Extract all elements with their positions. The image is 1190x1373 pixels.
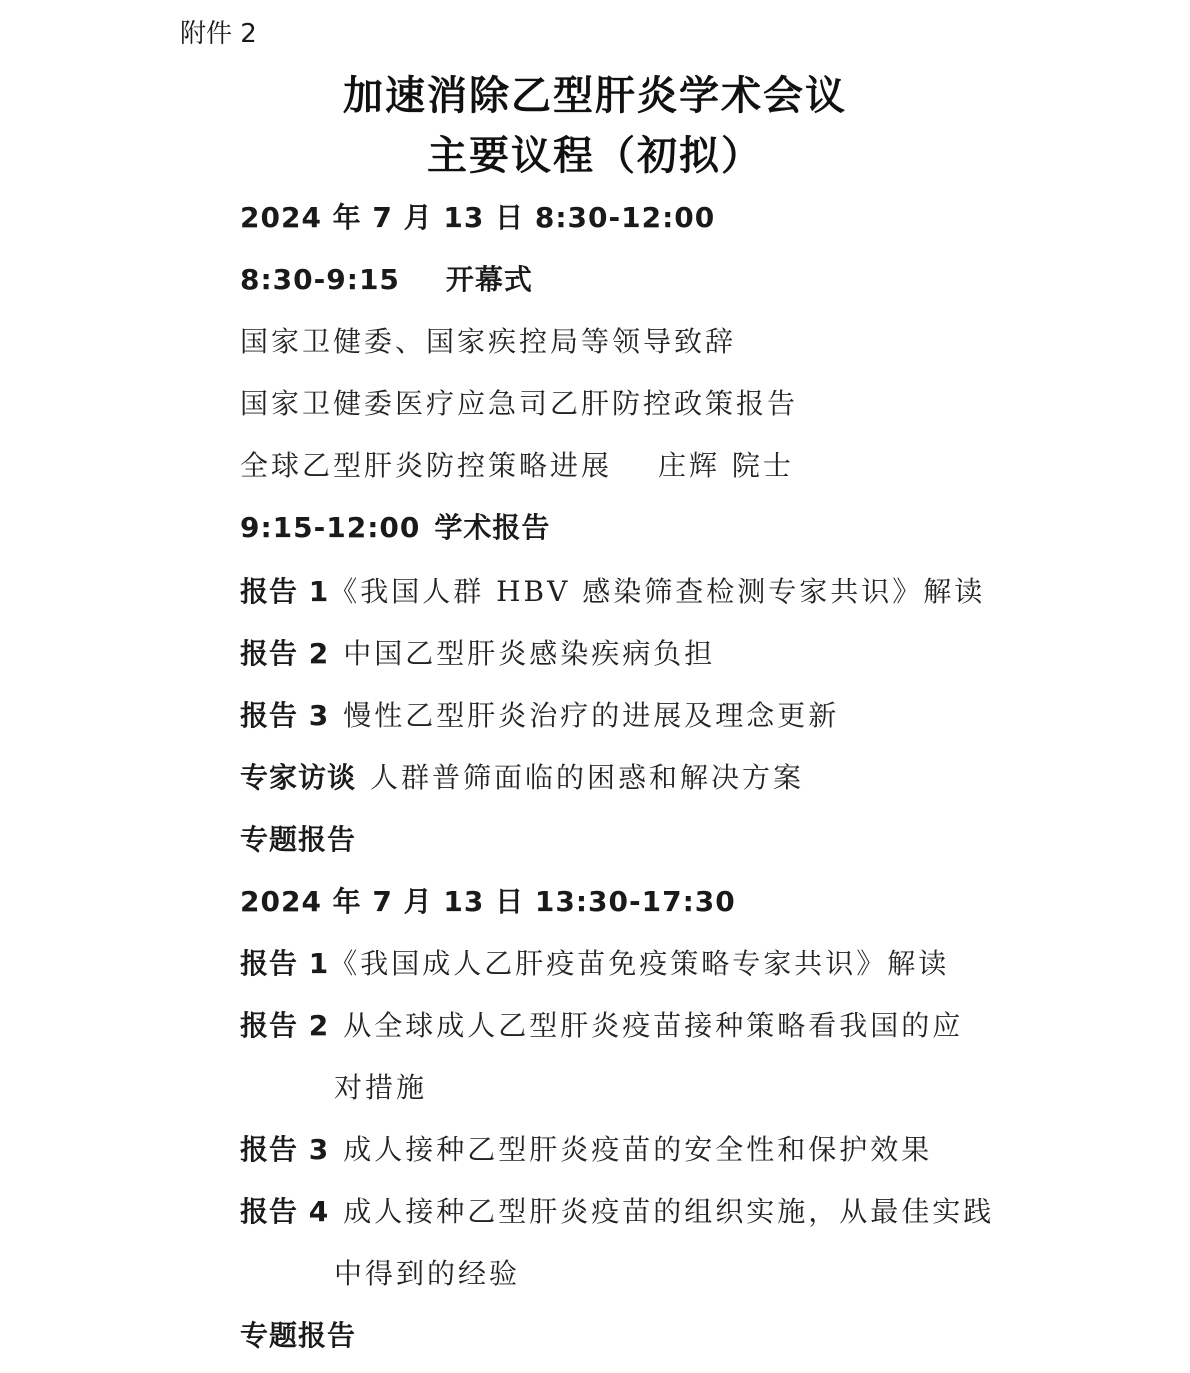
agenda-item bbox=[240, 942, 949, 986]
report-text: 《我国成人乙肝疫苗免疫策略专家共识》解读 bbox=[329, 947, 950, 980]
report-continuation: 对措施 bbox=[334, 1071, 428, 1104]
agenda-item bbox=[240, 1128, 932, 1172]
interview-label: 专家访谈 bbox=[240, 761, 357, 794]
keynote-title: 全球乙型肝炎防控策略进展 bbox=[240, 449, 613, 482]
report-label: 报告 3 bbox=[240, 1133, 330, 1166]
report-text: 成人接种乙型肝炎疫苗的安全性和保护效果 bbox=[343, 1133, 933, 1166]
agenda-item bbox=[240, 570, 985, 614]
opening-time: 8:30-9:15 bbox=[240, 263, 400, 296]
interview-text: 人群普筛面临的困惑和解决方案 bbox=[370, 761, 805, 794]
opening-name: 开幕式 bbox=[445, 263, 533, 296]
report-text: 《我国人群 HBV 感染筛查检测专家共识》解读 bbox=[329, 575, 986, 608]
report-label: 报告 2 bbox=[240, 637, 330, 670]
report-text: 成人接种乙型肝炎疫苗的组织实施，从最佳实践 bbox=[343, 1195, 995, 1228]
report-label: 报告 1 bbox=[240, 947, 330, 980]
agenda-item bbox=[240, 1190, 994, 1234]
report-text: 从全球成人乙型肝炎疫苗接种策略看我国的应 bbox=[343, 1009, 964, 1042]
document-title: 加速消除乙型肝炎学术会议 bbox=[343, 73, 847, 119]
opening-item: 国家卫健委、国家疾控局等领导致辞 bbox=[240, 325, 737, 358]
report-label: 报告 3 bbox=[240, 699, 330, 732]
afternoon-date: 2024 年 7 月 13 日 13:30-17:30 bbox=[240, 885, 736, 918]
agenda-item bbox=[240, 756, 804, 800]
keynote-line bbox=[240, 444, 794, 488]
document-subtitle: 主要议程（初拟） bbox=[427, 133, 763, 179]
attachment-label: 附件 2 bbox=[180, 19, 257, 49]
academic-name: 学术报告 bbox=[434, 511, 551, 544]
academic-heading bbox=[240, 506, 550, 550]
report-text: 慢性乙型肝炎治疗的进展及理念更新 bbox=[343, 699, 840, 732]
report-label: 报告 1 bbox=[240, 575, 330, 608]
report-label: 报告 4 bbox=[240, 1195, 330, 1228]
agenda-item bbox=[240, 1004, 963, 1048]
special-report-heading: 专题报告 bbox=[240, 1319, 357, 1352]
report-text: 中国乙型肝炎感染疾病负担 bbox=[343, 637, 716, 670]
morning-date: 2024 年 7 月 13 日 8:30-12:00 bbox=[240, 201, 716, 234]
report-label: 报告 2 bbox=[240, 1009, 330, 1042]
academic-time: 9:15-12:00 bbox=[240, 511, 421, 544]
report-continuation: 中得到的经验 bbox=[334, 1257, 521, 1290]
opening-heading bbox=[240, 258, 533, 302]
opening-item: 国家卫健委医疗应急司乙肝防控政策报告 bbox=[240, 387, 799, 420]
agenda-item bbox=[240, 632, 715, 676]
agenda-item bbox=[240, 694, 839, 738]
keynote-speaker: 庄辉 院士 bbox=[658, 449, 794, 482]
special-report-heading: 专题报告 bbox=[240, 823, 357, 856]
